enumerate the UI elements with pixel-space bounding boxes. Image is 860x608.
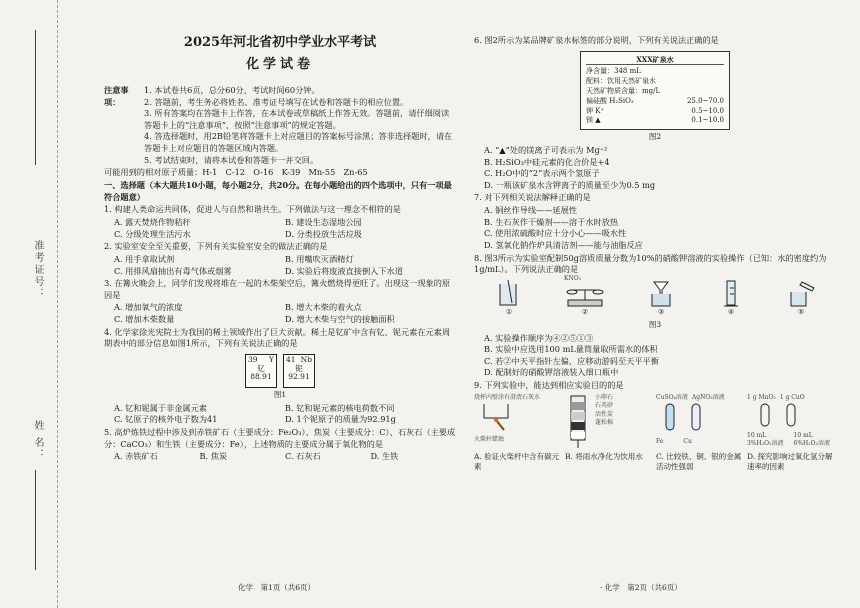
- atomic-mass: 88.91: [250, 372, 272, 382]
- metal-label: Fe: [656, 437, 664, 445]
- question-stem: 1. 构建人类命运共同体，促进人与自然和谐共生。下列做法与这一理念不相符的是: [104, 204, 401, 215]
- question-stem: 3. 在篝火晚会上，同学们发现将堆在一起的木柴架空后，篝火燃烧得更旺了。出现这一现象的原因是: [104, 278, 451, 300]
- figure-3-operations: [474, 275, 836, 318]
- question-stem: 4. 化学家徐光宪院士为我国的稀土领域作出了巨大贡献。稀土是钇矿中含有钇、铌元素在元素周期表中的部分信息如图1所示，下列有关说法正确的是: [104, 326, 451, 349]
- option-a: A. 实验操作顺序为④②⑤①③: [484, 332, 594, 343]
- beaker-note: 烧杯内壁涂有澄清石灰水: [474, 393, 541, 401]
- exam-title: 2025年河北省初中学业水平考试: [183, 35, 377, 50]
- option-b: B. 钇和铌元素的核电荷数不同: [285, 402, 395, 413]
- binding-margin: [0, 0, 58, 608]
- layer-label: 小卵石: [595, 393, 614, 401]
- option-b: B. 实验中应选用100 mL量筒量取所需水的体积: [484, 344, 658, 355]
- ticket-line: [35, 30, 36, 165]
- experiment-c: [656, 394, 745, 473]
- periodic-table-cells: [104, 354, 456, 388]
- solution-label: 10 mL 6%H₂O₂溶液: [793, 431, 830, 448]
- option-d: D. 探究影响过氧化氢分解速率的因素: [747, 451, 833, 472]
- mineral-name: 偏硅酸 H₂SiO₃: [586, 96, 634, 105]
- funnel-beaker-icon: [646, 278, 676, 308]
- experiment-options: [474, 394, 836, 473]
- atomic-masses: 可能用到的相对原子质量：H-1 C-12 O-16 K-39 Mn-55 Zn-65: [104, 167, 368, 178]
- step-5: ⑤: [786, 278, 816, 318]
- layer-label: 活性炭: [595, 410, 614, 418]
- option-d: D. 氢氧化钠作炉具清洁剂——能与油脂反应: [484, 239, 643, 250]
- option-b: B. 将雨水净化为饮用水: [565, 451, 643, 461]
- mineral-name: 镁 ▲: [586, 116, 601, 125]
- label-line: 天然矿物质含量：mg/L: [586, 87, 661, 96]
- atomic-mass: 92.91: [288, 372, 310, 382]
- question-stem: 8. 图3所示为实验室配制50g溶质质量分数为10%的硝酸钾溶液的实验操作（已知：水的密度约为1g/mL）。下列说法正确的是: [474, 252, 827, 275]
- notice-item: 1. 本试卷共6页，总分60分，考试时间60分钟。: [144, 84, 320, 95]
- question-stem: 5. 高炉炼铁过程中涉及到赤铁矿石（主要成分：Fe₂O₃）、焦炭（主要成分：C）、石灰石（主要成分：CaCO₃）和生铁（主要成分：Fe），上述物质的主要成分属于氧化物的是: [104, 426, 456, 449]
- option-c: C. 用排风扇抽出有毒气体或烟雾: [114, 265, 232, 276]
- option-d: D. 1个铌原子的质量为92.91g: [285, 414, 396, 425]
- name-label: 姓 名：: [32, 420, 43, 462]
- label-line: 净含量：348 mL: [586, 67, 641, 76]
- question-stem: 2. 实验室安全至关重要，下列有关实验室安全的做法正确的是: [104, 241, 328, 252]
- option-c: C. 分级处理生活污水: [114, 228, 191, 239]
- option-d: D. 分类投放生活垃圾: [285, 228, 362, 239]
- element-name: 铌: [295, 363, 303, 373]
- figure-caption: 图3: [648, 319, 662, 329]
- option-c: C. 钇原子的核外电子数为41: [114, 414, 218, 425]
- section-heading: 一、选择题（本大题共10小题，每小题2分，共20分。在每小题给出的四个选项中，只有一项最符合题意）: [104, 180, 452, 202]
- step-3: ③: [646, 278, 676, 318]
- beaker-stirring-icon: [494, 278, 524, 308]
- element-cell-niobium: [283, 354, 315, 388]
- option-c: C. 增加木柴数量: [114, 314, 175, 325]
- metal-label: Cu: [683, 437, 692, 445]
- mineral-value: 0.5~10.0: [691, 106, 724, 115]
- catalyst-label: 1 g CuO: [779, 393, 805, 401]
- mineral-name: 钾 K⁺: [586, 106, 605, 115]
- graduated-cylinder-icon: [716, 278, 746, 308]
- option-b: B. 用嘴吹灭酒精灯: [285, 253, 354, 264]
- option-a: A. 露天焚烧作物秸秆: [114, 216, 191, 227]
- catalyst-label: 1 g MnO₂: [747, 393, 776, 401]
- notice-item: 2. 答题前，考生务必将姓名、准考证号填写在试卷和答题卡的相应位置。: [144, 96, 409, 107]
- ticket-number-label: 准考证号：: [32, 240, 43, 300]
- option-a: A. 验证火柴杆中含有碳元素: [474, 451, 560, 472]
- atomic-number: 41: [286, 355, 296, 364]
- mineral-value: 25.0~70.0: [686, 96, 724, 105]
- option-d: D. 一瓶该矿泉水含钾离子的质量至少为0.5 mg: [484, 179, 656, 190]
- option-c: C. 比较铁、铜、银的金属活动性强弱: [656, 451, 742, 472]
- label-line: 配料：饮用天然矿泉水: [586, 77, 656, 86]
- notice-item: 5. 考试结束时，请将本试卷和答题卡一并交回。: [144, 154, 319, 165]
- option-d: D. 生铁: [370, 451, 399, 462]
- option-a: A. “▲”处的镁离子可表示为 Mg⁺²: [484, 144, 608, 155]
- option-a: A. 钇和铌属于非金属元素: [114, 402, 207, 413]
- option-b: B. 生石灰作干燥剂——溶于水时放热: [484, 216, 619, 227]
- question-4: [104, 327, 456, 426]
- element-symbol: Nb: [300, 355, 312, 364]
- match-note: 火柴杆蜡烛: [474, 435, 505, 443]
- option-b: B. 增大木柴的着火点: [285, 302, 362, 313]
- question-stem: 7. 对下列相关说法解释正确的是: [474, 192, 591, 203]
- experiment-a: [474, 394, 563, 473]
- question-1: [104, 204, 456, 240]
- pouring-icon: [786, 278, 816, 308]
- peroxide-tubes-icon: [747, 402, 807, 428]
- page-1-column: [104, 28, 456, 463]
- mineral-water-label: [580, 51, 730, 131]
- water-filter-icon: [565, 394, 593, 450]
- test-tubes-icon: [656, 402, 716, 434]
- atomic-number: 39: [248, 355, 258, 364]
- option-d: D. 配制好的硝酸钾溶液装入细口瓶中: [484, 367, 619, 378]
- element-cell-yttrium: [245, 354, 277, 388]
- balance-icon: [564, 284, 606, 308]
- solution-label: 10 mL 3%H₂O₂溶液: [747, 431, 784, 448]
- notice-item: 3. 所有答案均在答题卡上作答，在本试卷或草稿纸上作答无效。答题前，请仔细阅读答题卡上的“注意事项”，按照“注意事项”的规定答题。: [144, 108, 450, 130]
- exam-subtitle: 化学试卷: [245, 57, 314, 73]
- option-b: B. H₂SiO₃中硅元素的化合价是+4: [484, 156, 610, 167]
- element-name: 钇: [257, 363, 265, 373]
- experiment-d: [747, 394, 836, 473]
- question-2: [104, 241, 456, 277]
- question-9: [474, 380, 836, 473]
- layer-label: 蓬松棉: [595, 419, 614, 427]
- step-4: ④: [716, 278, 746, 318]
- page-2-column: [474, 34, 836, 473]
- option-a: A. 增加氧气的浓度: [114, 302, 183, 313]
- question-8: [474, 253, 836, 379]
- solution-label: AgNO₃溶液: [691, 393, 725, 401]
- kno3-label: KNO₃: [564, 275, 582, 283]
- option-d: D. 增大木柴与空气的接触面积: [285, 314, 395, 325]
- step-2: KNO₃ ②: [564, 275, 606, 317]
- name-line: [35, 470, 36, 570]
- option-c: C. 石灰石: [285, 451, 321, 462]
- solution-label: CuSO₄溶液: [656, 393, 688, 401]
- figure-caption: 图2: [648, 132, 662, 142]
- page-footer-right: · 化学 第2页（共6页）: [600, 583, 682, 592]
- question-stem: 9. 下列实验中，能达到相应实验目的的是: [474, 380, 624, 391]
- option-b: B. 焦炭: [199, 451, 228, 462]
- page-footer-left: 化学 第1页（共6页）: [238, 583, 316, 592]
- notice-item: 4. 答选择题时，用2B铅笔将答题卡上对应题目的答案标号涂黑；答非选择题时，请在答题卡上对应题目的答题区域内答题。: [144, 131, 453, 154]
- step-1: ①: [494, 278, 524, 318]
- option-c: C. 使用浓硫酸时应十分小心——吸水性: [484, 228, 627, 239]
- layer-label: 石英砂: [595, 402, 614, 410]
- question-stem: 6. 图2所示为某品牌矿泉水标签的部分说明，下列有关说法正确的是: [474, 35, 719, 45]
- option-a: A. 铜丝作导线——延展性: [484, 205, 577, 216]
- question-5: [104, 427, 456, 463]
- inverted-beaker-candle-icon: [474, 402, 534, 432]
- notice-list: [144, 85, 456, 166]
- label-title: XXX矿泉水: [586, 55, 724, 66]
- figure-caption: 图1: [273, 390, 287, 399]
- option-c: C. H₂O中的“2”表示两个氢原子: [484, 168, 600, 179]
- question-7: [474, 192, 836, 251]
- option-d: D. 实验后将废液直接倒入下水道: [285, 265, 403, 276]
- question-6: [474, 35, 836, 191]
- option-a: A. 用手拿取试剂: [114, 253, 175, 264]
- mineral-value: 0.1~10.0: [691, 116, 724, 125]
- experiment-b: [565, 394, 654, 473]
- option-b: B. 建设生态湿地公园: [285, 216, 362, 227]
- notice-heading: 注意事项：: [104, 84, 129, 107]
- element-symbol: Y: [269, 355, 274, 364]
- option-a: A. 赤铁矿石: [114, 451, 158, 462]
- notice-block: [104, 85, 456, 166]
- question-3: [104, 278, 456, 326]
- option-c: C. 若②中天平指针左偏，应移动游码至天平平衡: [484, 355, 659, 366]
